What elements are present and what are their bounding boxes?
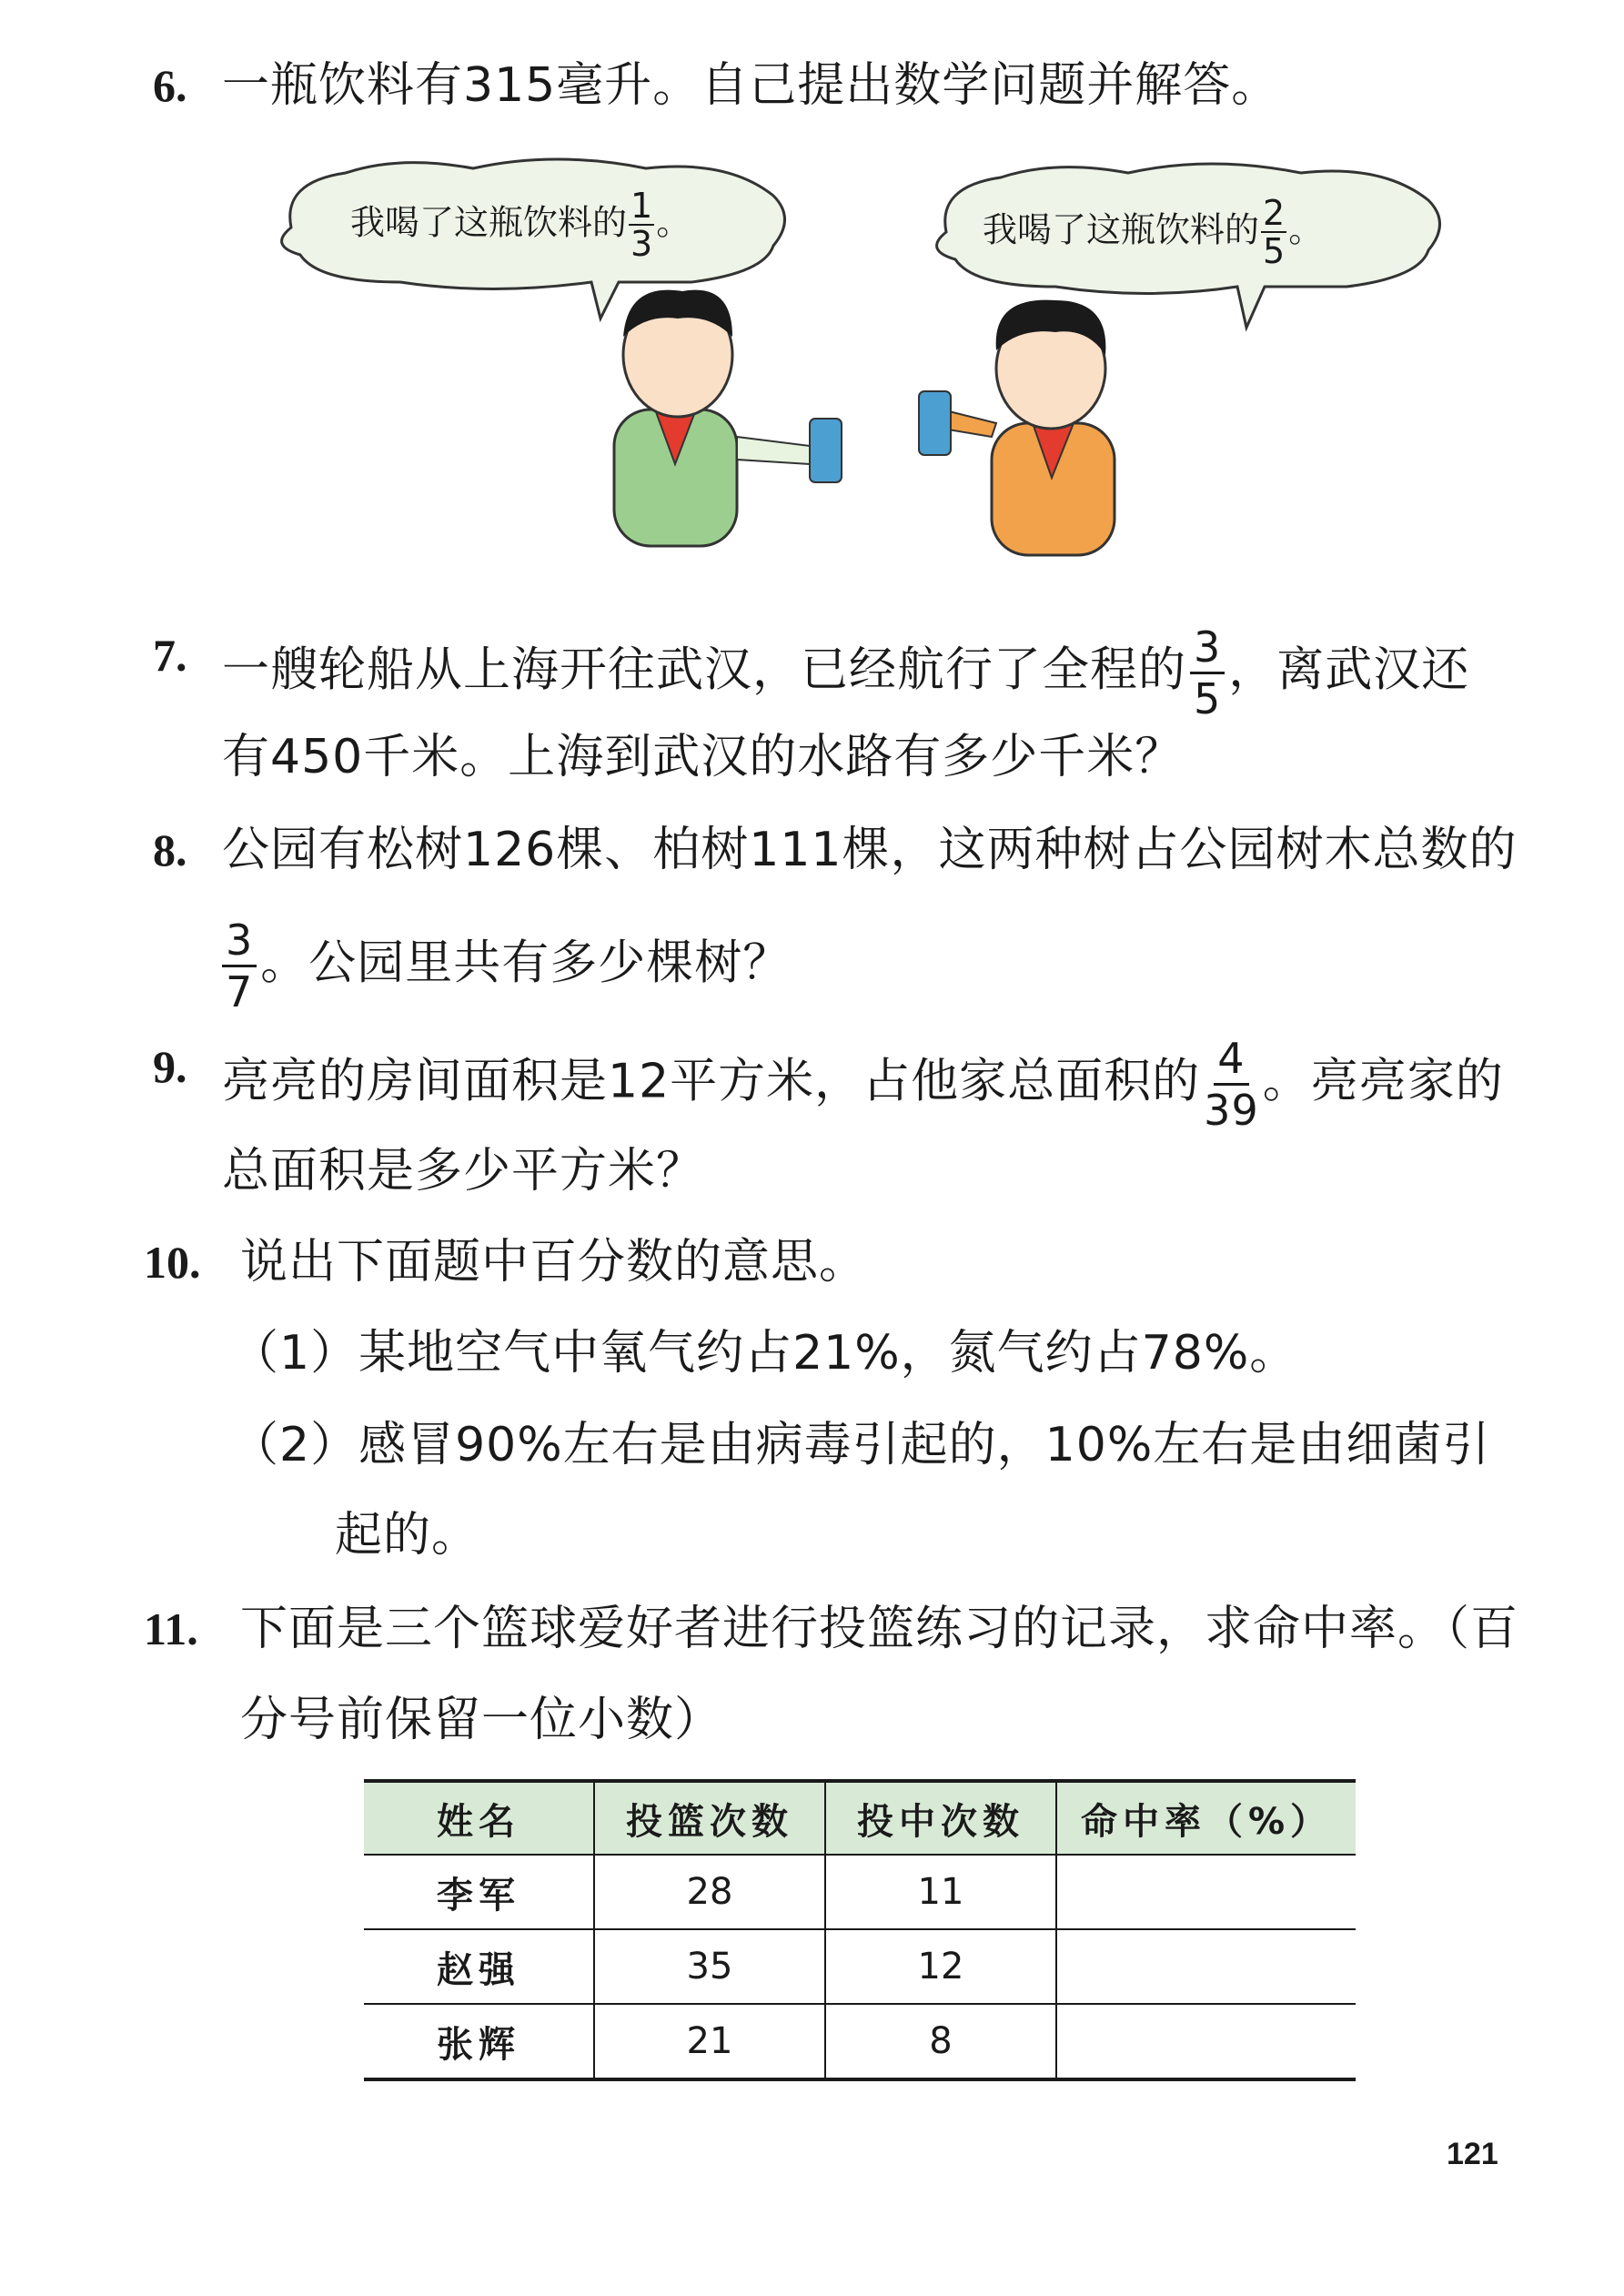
q7-line1-suffix: ，离武汉还 — [1228, 642, 1470, 698]
q7-numerator: 3 — [1190, 626, 1225, 674]
q10-text: 说出下面题中百分数的意思。 — [240, 1235, 868, 1290]
bubble-left-prefix: 我喝了这瓶饮料的 — [350, 202, 628, 243]
q7-denominator: 5 — [1194, 674, 1222, 723]
q10-item2-line2: 起的。 — [335, 1508, 480, 1563]
q9-line2: 总面积是多少平方米？ — [222, 1144, 705, 1199]
cell-name: 张辉 — [364, 2004, 594, 2079]
cell-shots: 21 — [594, 2004, 825, 2079]
q7-line1-prefix: 一艘轮船从上海开往武汉，已经航行了全程的 — [222, 642, 1187, 698]
q7-line2: 有450千米。上海到武汉的水路有多少千米？ — [222, 730, 1184, 784]
bubble-left-fraction — [629, 186, 654, 264]
header-name: 姓名 — [364, 1781, 594, 1855]
header-shots: 投篮次数 — [594, 1781, 825, 1855]
bubble-right-numerator: 2 — [1263, 193, 1286, 233]
q8-line2 — [218, 915, 792, 1017]
q9-fraction — [1204, 1034, 1259, 1135]
cell-hits: 12 — [825, 1929, 1056, 2004]
header-hits: 投中次数 — [825, 1781, 1056, 1855]
q10-number: 10. — [144, 1237, 201, 1288]
cell-name: 赵强 — [364, 1929, 594, 2004]
bubble-right-prefix: 我喝了这瓶饮料的 — [983, 209, 1260, 250]
bubble-right-text — [983, 193, 1324, 271]
q8-line2-suffix: 。公园里共有多少棵树？ — [260, 936, 792, 991]
q9-numerator: 4 — [1214, 1037, 1248, 1086]
bubble-left-text — [350, 186, 691, 264]
q7-line1 — [222, 622, 1470, 723]
q9-line1-suffix: 。亮亮家的 — [1262, 1054, 1504, 1109]
q11-line2: 分号前保留一位小数） — [240, 1693, 723, 1747]
q6-number: 6. — [153, 60, 187, 111]
cell-hits: 8 — [825, 2004, 1056, 2079]
cell-rate-blank[interactable] — [1056, 1929, 1356, 2004]
bubble-right-suffix: 。 — [1288, 209, 1324, 250]
boy-left-figure — [614, 290, 842, 546]
cell-name: 李军 — [364, 1855, 594, 1929]
table-row — [364, 1855, 1356, 1929]
q8-denominator: 7 — [226, 967, 254, 1017]
q8-numerator: 3 — [222, 919, 257, 967]
page-number: 121 — [1447, 2137, 1498, 2171]
header-rate: 命中率（%） — [1056, 1781, 1356, 1855]
cell-shots: 35 — [594, 1929, 825, 2004]
hit-rate-table — [364, 1779, 1356, 2081]
q11-line1: 下面是三个篮球爱好者进行投篮练习的记录，求命中率。（百 — [240, 1602, 1519, 1656]
cell-shots: 28 — [594, 1855, 825, 1929]
q10-item1: （1）某地空气中氧气约占21%，氮气约占78%。 — [231, 1326, 1298, 1381]
table-row — [364, 1929, 1356, 2004]
q9-denominator: 39 — [1204, 1086, 1259, 1135]
bubble-left-denominator: 3 — [630, 224, 653, 264]
bubble-left-numerator: 1 — [630, 186, 653, 226]
q8-fraction — [222, 915, 257, 1017]
q6-text: 一瓶饮料有315毫升。自己提出数学问题并解答。 — [222, 58, 1280, 113]
boy-right-figure — [919, 300, 1115, 555]
q9-number: 9. — [153, 1041, 187, 1092]
q9-line1-prefix: 亮亮的房间面积是12平方米，占他家总面积的 — [222, 1054, 1201, 1109]
bubble-right-denominator: 5 — [1263, 231, 1286, 271]
q10-item2-line1: （2）感冒90%左右是由病毒引起的，10%左右是由细菌引 — [231, 1418, 1491, 1472]
q7-fraction — [1190, 622, 1225, 723]
q11-number: 11. — [144, 1603, 198, 1654]
cell-hits: 11 — [825, 1855, 1056, 1929]
table-row — [364, 2004, 1356, 2079]
bubble-left-suffix: 。 — [656, 202, 691, 243]
q8-line1: 公园有松树126棵、柏树111棵，这两种树占公园树木总数的 — [222, 823, 1518, 877]
q9-line1 — [222, 1034, 1504, 1135]
q7-number: 7. — [153, 630, 187, 681]
table-header-row — [364, 1781, 1356, 1855]
bubble-right-fraction — [1261, 193, 1286, 271]
cell-rate-blank[interactable] — [1056, 2004, 1356, 2079]
q8-number: 8. — [153, 824, 187, 875]
cell-rate-blank[interactable] — [1056, 1855, 1356, 1929]
